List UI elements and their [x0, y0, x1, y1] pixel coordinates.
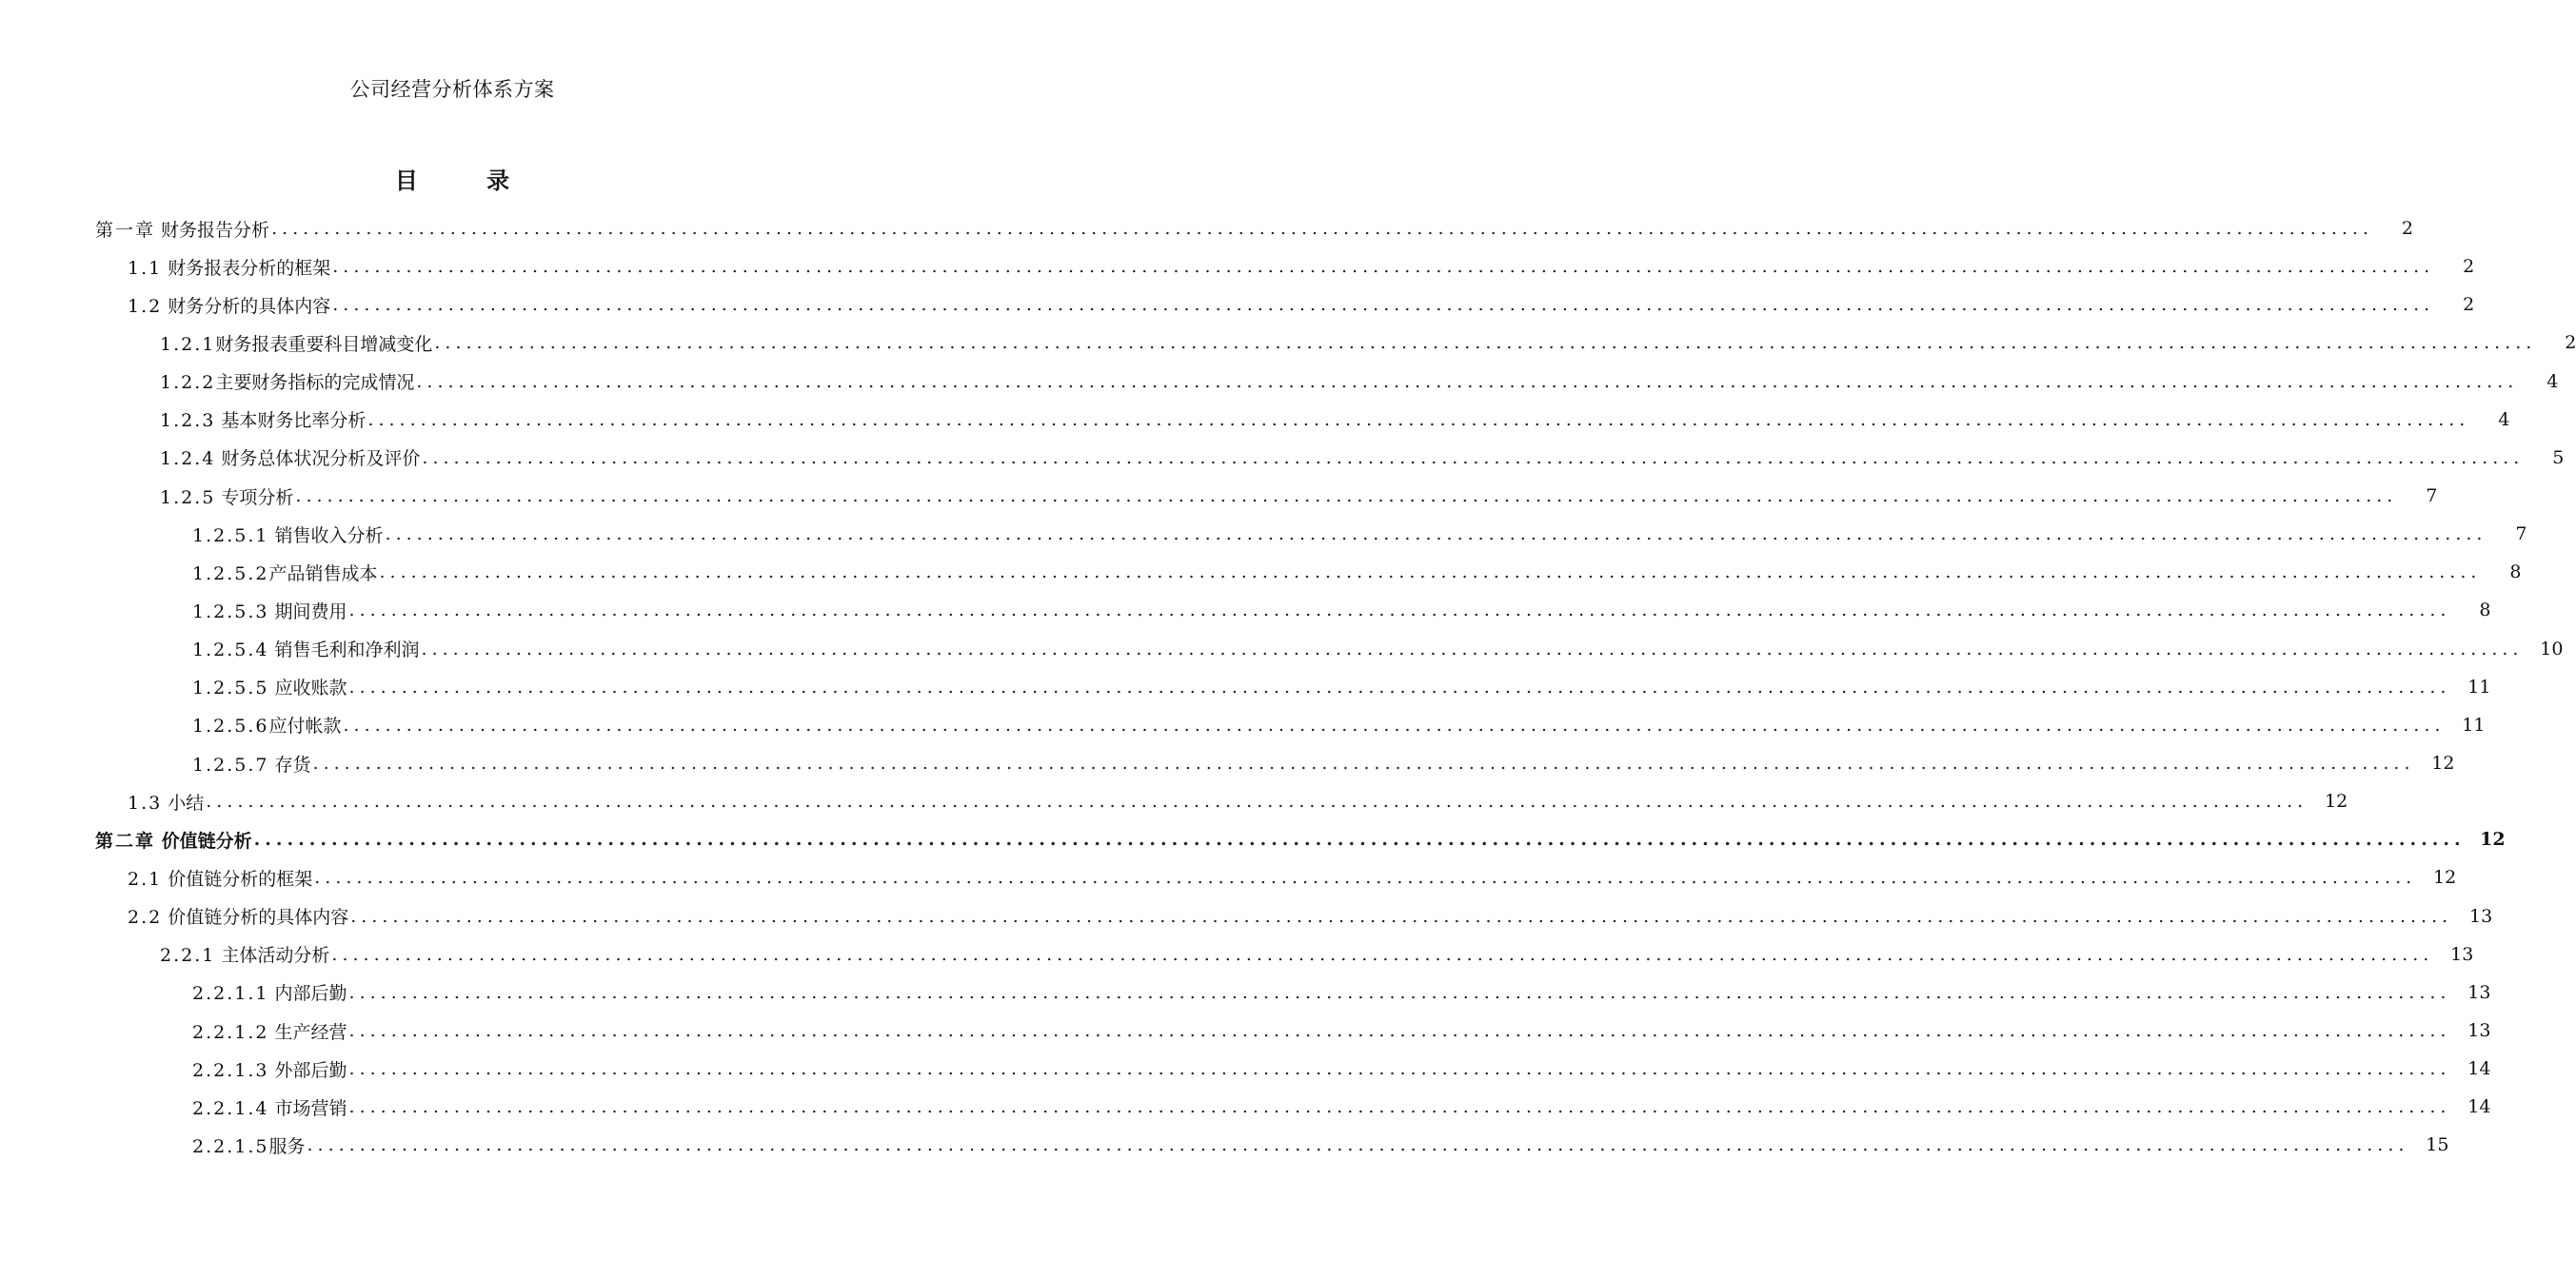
- toc-page-number: 11: [2467, 676, 2491, 698]
- toc-entry-number: 1.2.5.4: [192, 640, 269, 661]
- toc-entry[interactable]: [0, 477, 2438, 515]
- toc-entry-number: 1.2: [128, 295, 163, 317]
- toc-dot-leader: ........................................................................................................................................................................................................: [348, 676, 2451, 698]
- toc-entry-number: 2.2.1.5: [192, 1135, 269, 1157]
- toc-entry-label: [192, 751, 311, 777]
- toc-entry-title: 销售毛利和净利润: [268, 640, 420, 661]
- toc-dot-leader: ........................................................................................................................................................................................................: [350, 905, 2453, 927]
- toc-entry-label: [192, 598, 347, 623]
- toc-page-number: 4: [2546, 370, 2559, 392]
- toc-entry-label: [160, 406, 366, 432]
- toc-entry-label: [192, 636, 420, 661]
- toc-entry-label: [128, 292, 330, 318]
- toc-dot-leader: ........................................................................................................................................................................................................: [379, 561, 2482, 583]
- toc-page-number: 13: [2469, 905, 2493, 927]
- toc-entry-label: [95, 216, 269, 242]
- toc-entry[interactable]: [0, 974, 2491, 1012]
- toc-entry[interactable]: [0, 630, 2564, 668]
- toc-dot-leader: ........................................................................................................................................................................................................: [421, 638, 2524, 659]
- toc-entry-label: [192, 1018, 347, 1044]
- toc-entry-label: [160, 368, 414, 394]
- toc-entry-title: 小结: [162, 792, 205, 814]
- toc-entry[interactable]: [0, 782, 2348, 820]
- toc-dot-leader: ........................................................................................................................................................................................................: [385, 523, 2487, 545]
- toc-page-number: 13: [2467, 1020, 2491, 1042]
- toc-page-number: 2: [2463, 256, 2475, 278]
- toc-entry-title: 财务报告分析: [155, 219, 270, 241]
- toc-page-number: 13: [2450, 943, 2474, 965]
- toc-entry-title: 财务分析的具体内容: [162, 295, 331, 317]
- toc-dot-leader: ........................................................................................................................................................................................................: [206, 791, 2308, 813]
- toc-entry-title: 主体活动分析: [215, 945, 330, 967]
- toc-dot-leader: ........................................................................................................................................................................................................: [422, 446, 2525, 468]
- toc-entry-title: 价值链分析: [155, 830, 252, 852]
- toc-entry-number: 1.2.5.5: [192, 678, 269, 699]
- toc-entry-title: 期间费用: [268, 600, 347, 622]
- document-title: 公司经营分析体系方案: [349, 78, 555, 101]
- toc-entry-title: 销售收入分析: [268, 524, 384, 546]
- toc-entry[interactable]: [0, 744, 2455, 782]
- toc-entry-number: 1.2.5.6: [192, 716, 269, 738]
- toc-entry-label: [192, 1094, 347, 1120]
- toc-page-number: 15: [2426, 1134, 2449, 1156]
- toc-entry-title: 市场营销: [268, 1097, 347, 1119]
- toc-page-number: 10: [2540, 638, 2564, 659]
- toc-page-number: 12: [2325, 791, 2348, 813]
- toc-entry-number: 2.2.1: [160, 945, 216, 967]
- toc-entry-title: 财务总体状况分析及评价: [215, 448, 421, 470]
- toc-entry-label: [192, 712, 342, 738]
- toc-entry-title: 专项分析: [215, 486, 294, 508]
- toc-entry-title: 内部后勤: [268, 983, 347, 1005]
- toc-dot-leader: ........................................................................................................................................................................................................: [271, 218, 2373, 240]
- toc-dot-leader: ........................................................................................................................................................................................................: [367, 408, 2470, 430]
- toc-entry-number: 2.1: [128, 868, 163, 890]
- toc-page-number: 2: [2463, 294, 2475, 316]
- toc-entry[interactable]: [0, 1012, 2491, 1050]
- toc-entry-number: 1.3: [128, 792, 163, 814]
- toc-entry-label: [95, 827, 252, 853]
- toc-entry-label: [192, 1132, 306, 1158]
- toc-entry-label: [128, 903, 348, 929]
- toc-entry-number: 1.2.5: [160, 486, 216, 508]
- toc-entry-number: 第一章: [95, 219, 156, 241]
- toc-entry-title: 基本财务比率分析: [215, 410, 367, 432]
- toc-entry-title: 外部后勤: [268, 1059, 347, 1081]
- toc-entry[interactable]: [0, 820, 2506, 858]
- toc-dot-leader: ........................................................................................................................................................................................................: [343, 714, 2446, 736]
- toc-dot-leader: ........................................................................................................................................................................................................: [253, 829, 2466, 851]
- toc-dot-leader: ........................................................................................................................................................................................................: [348, 1020, 2451, 1042]
- toc-page-number: 12: [2431, 753, 2455, 775]
- toc-entry[interactable]: [0, 935, 2474, 974]
- toc-entry[interactable]: [0, 1088, 2491, 1126]
- toc-dot-leader: ........................................................................................................................................................................................................: [348, 1096, 2451, 1118]
- toc-page-number: 11: [2462, 714, 2486, 736]
- toc-entry-title: 主要财务指标的完成情况: [215, 372, 415, 394]
- toc-dot-leader: ........................................................................................................................................................................................................: [416, 370, 2519, 392]
- toc-dot-leader: ........................................................................................................................................................................................................: [348, 981, 2451, 1003]
- toc-entry-title: 产品销售成本: [268, 562, 378, 584]
- toc-dot-leader: ........................................................................................................................................................................................................: [348, 600, 2451, 621]
- toc-dot-leader: ........................................................................................................................................................................................................: [434, 332, 2537, 354]
- toc-entry-number: 2.2.1.1: [192, 983, 269, 1005]
- toc-entry-label: [192, 674, 347, 699]
- toc-entry-title: 存货: [268, 754, 311, 776]
- toc-page-number: 14: [2467, 1096, 2491, 1118]
- toc-entry-number: 2.2: [128, 907, 163, 929]
- toc-entry-number: 2.2.1.2: [192, 1021, 269, 1043]
- toc-entry[interactable]: [0, 858, 2457, 896]
- toc-entry-number: 1.2.5.1: [192, 524, 269, 546]
- toc-page-number: 12: [2433, 867, 2457, 889]
- toc-entry-label: [128, 254, 330, 280]
- toc-entry[interactable]: [0, 706, 2486, 744]
- toc-dot-leader: ........................................................................................................................................................................................................: [332, 256, 2435, 278]
- toc-entry-title: 价值链分析的框架: [162, 868, 313, 890]
- toc-dot-leader: ........................................................................................................................................................................................................: [307, 1134, 2409, 1156]
- toc-page-number: 13: [2467, 981, 2491, 1003]
- toc-page-number: 4: [2498, 408, 2510, 430]
- toc-entry-label: [192, 1056, 347, 1082]
- toc-dot-leader: ........................................................................................................................................................................................................: [314, 867, 2417, 889]
- toc-entry[interactable]: [0, 1050, 2491, 1088]
- toc-page-number: 14: [2467, 1058, 2491, 1080]
- toc-entry-title: 应付帐款: [268, 716, 342, 738]
- toc-entry-number: 1.2.5.7: [192, 754, 269, 776]
- toc-entry-title: 生产经营: [268, 1021, 347, 1043]
- toc-dot-leader: ........................................................................................................................................................................................................: [332, 294, 2435, 316]
- toc-entry-number: 1.2.3: [160, 410, 216, 432]
- toc-entry-label: [128, 865, 312, 891]
- toc-page-number: 5: [2552, 446, 2565, 468]
- toc-entry[interactable]: [0, 247, 2475, 285]
- toc-entry-label: [160, 444, 420, 470]
- table-of-contents: [0, 209, 2576, 1165]
- toc-page-number: 8: [2479, 600, 2491, 621]
- toc-entry-label: [160, 330, 432, 356]
- toc-entry[interactable]: [0, 591, 2491, 629]
- toc-entry-number: 1.2.5.3: [192, 600, 269, 622]
- toc-entry-title: 财务报表重要科目增减变化: [215, 333, 433, 355]
- toc-entry[interactable]: [0, 363, 2559, 401]
- toc-entry[interactable]: [0, 668, 2491, 706]
- toc-entry-label: [160, 941, 329, 967]
- toc-entry-label: [128, 789, 204, 815]
- toc-entry-label: [160, 483, 293, 509]
- toc-entry[interactable]: [0, 897, 2493, 935]
- toc-entry[interactable]: [0, 209, 2413, 247]
- toc-entry[interactable]: [0, 553, 2522, 591]
- toc-entry-number: 1.2.1: [160, 333, 216, 355]
- toc-page-number: 8: [2509, 561, 2522, 583]
- toc-dot-leader: ........................................................................................................................................................................................................: [295, 485, 2398, 507]
- toc-entry[interactable]: [0, 285, 2475, 324]
- toc-dot-leader: ........................................................................................................................................................................................................: [331, 943, 2434, 965]
- toc-entry-number: 1.2.2: [160, 372, 216, 394]
- toc-page-number: 7: [2515, 523, 2527, 545]
- toc-entry-label: [192, 521, 384, 547]
- toc-dot-leader: ........................................................................................................................................................................................................: [348, 1058, 2451, 1080]
- toc-entry-title: 价值链分析的具体内容: [162, 907, 349, 929]
- toc-entry-number: 1.2.5.2: [192, 562, 269, 584]
- toc-entry-number: 1.1: [128, 257, 163, 279]
- toc-entry-number: 2.2.1.3: [192, 1059, 269, 1081]
- toc-entry[interactable]: [0, 515, 2527, 553]
- toc-dot-leader: ........................................................................................................................................................................................................: [312, 753, 2415, 775]
- toc-entry[interactable]: [0, 1126, 2449, 1164]
- toc-entry-title: 服务: [268, 1135, 306, 1157]
- toc-entry-label: [192, 560, 378, 585]
- toc-entry-number: 1.2.4: [160, 448, 216, 470]
- toc-page-number: 2: [2565, 332, 2576, 354]
- toc-entry-title: 财务报表分析的框架: [162, 257, 331, 279]
- toc-page-number: 7: [2426, 485, 2438, 507]
- toc-entry[interactable]: [0, 401, 2510, 439]
- toc-entry[interactable]: [0, 439, 2565, 477]
- toc-heading: 目 录: [394, 167, 510, 194]
- toc-page-number: 2: [2401, 218, 2413, 240]
- toc-entry-number: 第二章: [95, 830, 156, 852]
- toc-entry-number: 2.2.1.4: [192, 1097, 269, 1119]
- toc-page-number: 12: [2480, 829, 2506, 851]
- toc-entry[interactable]: [0, 324, 2576, 362]
- toc-entry-label: [192, 979, 347, 1005]
- toc-entry-title: 应收账款: [268, 678, 347, 699]
